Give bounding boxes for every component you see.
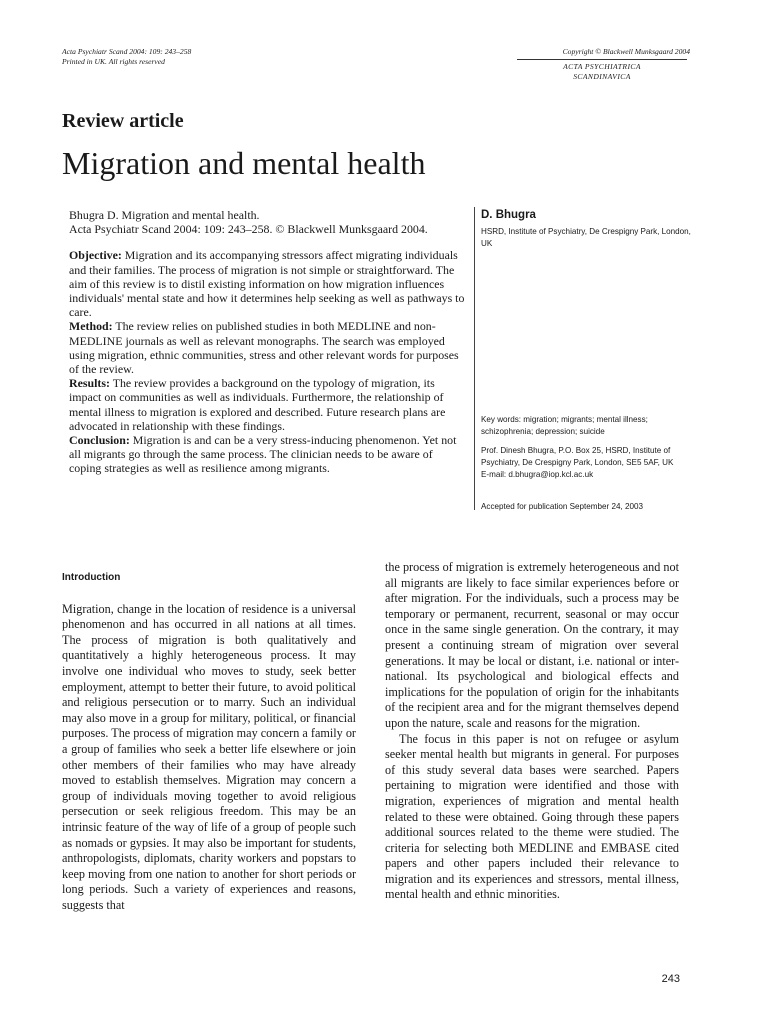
method-text: The review relies on published studies in both MEDLINE and non-MEDLINE journals as well as relevant monographs. The search was employed using migration, ethnic communities, stress and other relevant words for purposes of the review.	[69, 319, 459, 377]
abstract-divider	[474, 207, 475, 510]
objective-text: Migration and its accompanying stressors affect migrating individuals and their families. The process of migration is not simple or straightforward. The aim of this review is to distil existing information on how migration influences individuals' mental state and how it determines help seeking as well as pathways to care.	[69, 248, 465, 320]
abstract-results	[69, 376, 467, 433]
conclusion-label: Conclusion:	[69, 433, 130, 448]
correspondence-block	[481, 445, 691, 482]
method-label: Method:	[69, 319, 113, 334]
print-notice: Printed in UK. All rights reserved	[62, 57, 165, 66]
correspondence-address: Prof. Dinesh Bhugra, P.O. Box 25, HSRD, Institute of Psychiatry, De Crespigny Park, London, SE5 5AF, UK	[481, 446, 674, 468]
journal-name-line1: ACTA PSYCHIATRICA	[563, 62, 641, 71]
journal-name	[517, 62, 687, 82]
section-heading-introduction: Introduction	[62, 572, 121, 583]
body-paragraph-continued: the process of migration is extremely heterogeneous and not all migrants are likely to face similar experiences before or after migration. For the individuals, such a process may be temporary or permanent, recurrent, seasonal or may occur once in the same single generation. On the contrary, it may present a continuing stream of migration over several generations. It may be local or distant, i.e. national or inter-national. Its psychological and biological effects and implications for the population of origin for the inhabitants of the recipient area and for the migrant themselves depend upon the nature, scale and reasons for the migration.	[385, 560, 679, 730]
section-type: Review article	[62, 110, 184, 132]
abstract-citation	[69, 208, 467, 236]
author-block	[481, 207, 691, 250]
journal-name-line2: SCANDINAVICA	[573, 72, 631, 81]
abstract-method	[69, 319, 467, 376]
body-column-right	[385, 560, 679, 903]
header-rule	[517, 59, 687, 60]
results-label: Results:	[69, 376, 110, 391]
journal-citation: Acta Psychiatr Scand 2004: 109: 243–258	[62, 47, 192, 56]
article-title: Migration and mental health	[62, 145, 426, 181]
correspondence-email: E-mail: d.bhugra@iop.kcl.ac.uk	[481, 470, 594, 480]
abstract-citation-line1: Bhugra D. Migration and mental health.	[69, 208, 260, 222]
keywords: Key words: migration; migrants; mental illness; schizophrenia; depression; suicide	[481, 415, 648, 437]
abstract-citation-line2: Acta Psychiatr Scand 2004: 109: 243–258. © Blackwell Munksgaard 2004.	[69, 222, 428, 237]
copyright-notice: Copyright © Blackwell Munksgaard 2004	[562, 47, 690, 56]
abstract	[69, 208, 467, 476]
body-column-left	[62, 560, 356, 913]
conclusion-text: Migration is and can be a very stress-inducing phenomenon. Yet not all migrants go through the same process. The clinician needs to be aware of coping strategies as well as resilience among migrants.	[69, 433, 457, 476]
objective-label: Objective:	[69, 248, 122, 263]
acceptance-date: Accepted for publication September 24, 2003	[481, 502, 643, 511]
abstract-objective	[69, 248, 467, 319]
page-number: 243	[661, 973, 680, 985]
body-paragraph: Migration, change in the location of residence is a universal phenomenon and has occurred in all nations at all times. The process of migration is both qualitatively and quantitatively a highly heterogeneous process. It may involve one individual who moves to study, seek better employment, attempt to better their future, to avoid political and religious persecution or to marry. Such an individual may also move in a group for military, political, or financial purposes. The process of migration may concern a family or a group of families who seek a better life elsewhere or join other members of their families who may have already moved to establish themselves. Migration may concern a group of individuals moving together to avoid religious persecution or seek religious freedom. This may be an intrinsic feature of the way of life of a group of people such as nomads or gypsies. It may also be important for students, anthropologists, diplomats, charity workers and popstars to keep moving from one nation to another for short periods or long periods. Such a variety of experiences and reasons, suggests that	[62, 601, 356, 912]
author-affiliation: HSRD, Institute of Psychiatry, De Crespigny Park, London, UK	[481, 227, 691, 249]
author-name: D. Bhugra	[481, 209, 536, 221]
running-header-citation	[62, 47, 191, 67]
body-paragraph: The focus in this paper is not on refugee or asylum seeker mental health but migrants in general. For purposes of this study several data bases were searched. Papers pertaining to migration were identified and those with migration, experiences of migration and mental health related to these were obtained. Going through these papers additional sources related to the theme were studied. The criteria for selecting both MEDLINE and EMBASE cited papers and other papers included their relevance to migration and its experiences and stressors, mental illness, mental health and ethnic minorities.	[385, 731, 679, 902]
abstract-conclusion	[69, 433, 467, 476]
results-text: The review provides a background on the typology of migration, its impact on communities as well as individuals. Furthermore, the relationship of mental illness to migration is explored and described. Future research plans are advocated in relationship with these findings.	[69, 376, 446, 433]
